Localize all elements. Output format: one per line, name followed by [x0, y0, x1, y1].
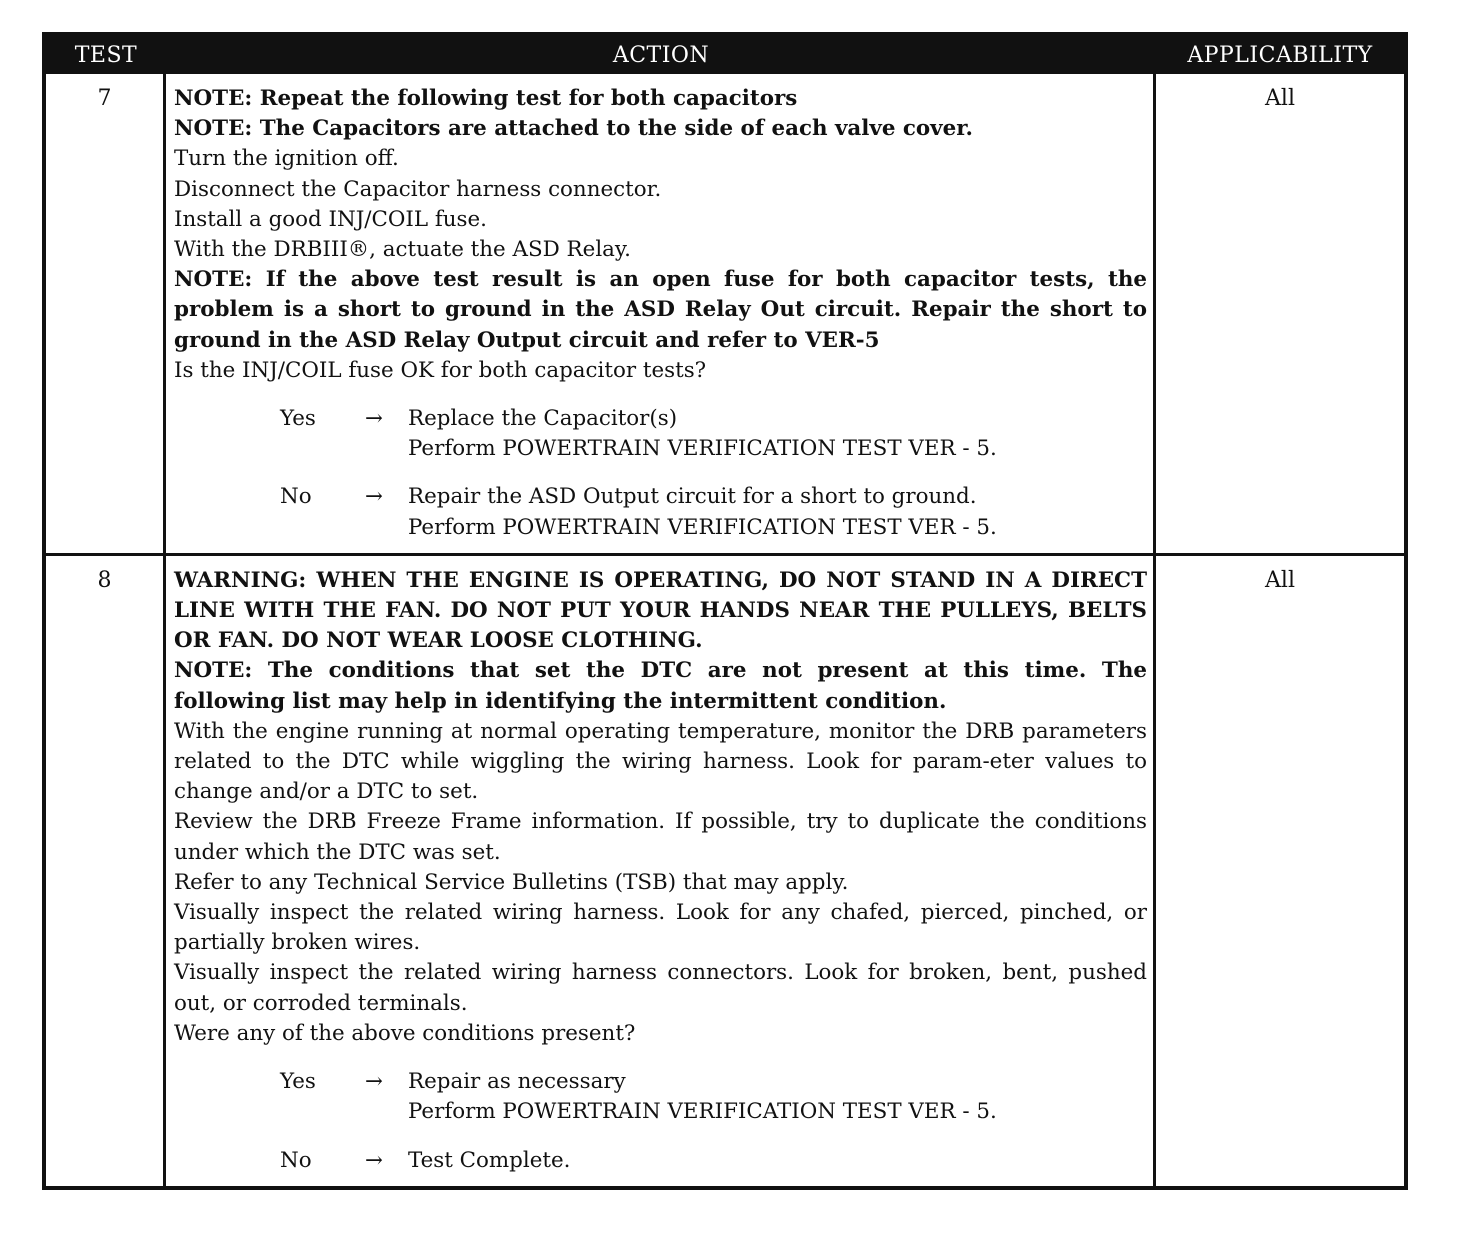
instruction-text: Refer to any Technical Service Bulletins (TSB) that may apply.	[174, 869, 849, 895]
outcome-answer: Yes	[280, 406, 316, 432]
outcome-result-line: Repair as necessary	[408, 1069, 626, 1095]
outcome-results	[408, 482, 1147, 542]
outcome-answer: No	[280, 1147, 312, 1173]
arrow-right-icon: →	[365, 1069, 383, 1095]
note-text: NOTE: If the above test result is an open fuse for both capacitor tests, the problem is a short to ground in the ASD Relay Out circuit. Repair the short to ground in the ASD Relay Output circuit and refer to VER-5	[174, 267, 1147, 353]
note-text: WARNING: WHEN THE ENGINE IS OPERATING, DO NOT STAND IN A DIRECT LINE WITH THE FAN. DO NOT PUT YOUR HANDS NEAR THE PULLEYS, BELTS OR FAN. DO NOT WEAR LOOSE CLOTHING.	[174, 567, 1147, 654]
instruction-text: With the engine running at normal operating temperature, monitor the DRB parameters related to the DTC while wiggling the wiring harness. Look for param-eter values to change and/or a DTC to set.	[174, 718, 1147, 805]
instruction-text: Install a good INJ/COIL fuse.	[174, 206, 487, 232]
instruction-text: Review the DRB Freeze Frame information. If possible, try to duplicate the conditions under which the DTC was set.	[174, 809, 1147, 865]
header-applicability: APPLICABILITY	[1187, 42, 1373, 68]
note-text: NOTE: Repeat the following test for both capacitors	[174, 86, 798, 111]
table-header	[46, 36, 1404, 74]
outcome-result-line: Repair the ASD Output circuit for a short to ground.	[408, 484, 977, 510]
note-text: NOTE: The Capacitors are attached to the side of each valve cover.	[174, 116, 973, 142]
arrow-right-icon: →	[365, 484, 383, 510]
header-test: TEST	[74, 42, 138, 68]
outcome-answer: Yes	[280, 1069, 316, 1095]
header-action: ACTION	[612, 42, 710, 68]
table-body	[46, 74, 1404, 1186]
instruction-text: Were any of the above conditions present?	[174, 1020, 636, 1046]
test-number: 7	[46, 74, 166, 553]
outcome-result-line: Replace the Capacitor(s)	[408, 406, 678, 432]
outcome-results	[408, 1067, 1147, 1127]
outcome-result-line: Perform POWERTRAIN VERIFICATION TEST VER - 5.	[408, 1099, 997, 1125]
arrow-right-icon: →	[365, 406, 383, 432]
note-text: NOTE: The conditions that set the DTC are not present at this time. The following list may help in identifying the intermittent condition.	[174, 658, 1147, 714]
test-number: 8	[46, 556, 166, 1186]
instruction-text: Visually inspect the related wiring harness connectors. Look for broken, bent, pushed out, or corroded terminals.	[174, 960, 1147, 1016]
table-row	[46, 74, 1404, 553]
applicability-cell: All	[1265, 86, 1295, 111]
instruction-text: With the DRBIII®, actuate the ASD Relay.	[174, 237, 631, 263]
outcome-no	[280, 482, 1147, 542]
outcome-no	[280, 1146, 1147, 1176]
action-cell	[166, 74, 1156, 553]
outcome-results	[408, 1146, 1147, 1176]
arrow-right-icon: →	[365, 1147, 383, 1173]
outcome-results	[408, 404, 1147, 464]
outcome-answer: No	[280, 484, 312, 510]
table-row	[46, 553, 1404, 1186]
outcome-yes	[280, 1067, 1147, 1127]
diagnostic-table	[42, 32, 1408, 1190]
instruction-text: Is the INJ/COIL fuse OK for both capacitor tests?	[174, 357, 707, 383]
outcome-yes	[280, 404, 1147, 464]
instruction-text: Turn the ignition off.	[174, 146, 399, 172]
instruction-text: Visually inspect the related wiring harness. Look for any chafed, pierced, pinched, or partially broken wires.	[174, 900, 1147, 956]
outcome-result-line: Test Complete.	[408, 1147, 571, 1173]
outcome-result-line: Perform POWERTRAIN VERIFICATION TEST VER - 5.	[408, 436, 997, 462]
applicability-cell: All	[1265, 567, 1295, 593]
instruction-text: Disconnect the Capacitor harness connector.	[174, 176, 662, 202]
action-cell	[166, 556, 1156, 1186]
outcome-result-line: Perform POWERTRAIN VERIFICATION TEST VER - 5.	[408, 514, 997, 540]
